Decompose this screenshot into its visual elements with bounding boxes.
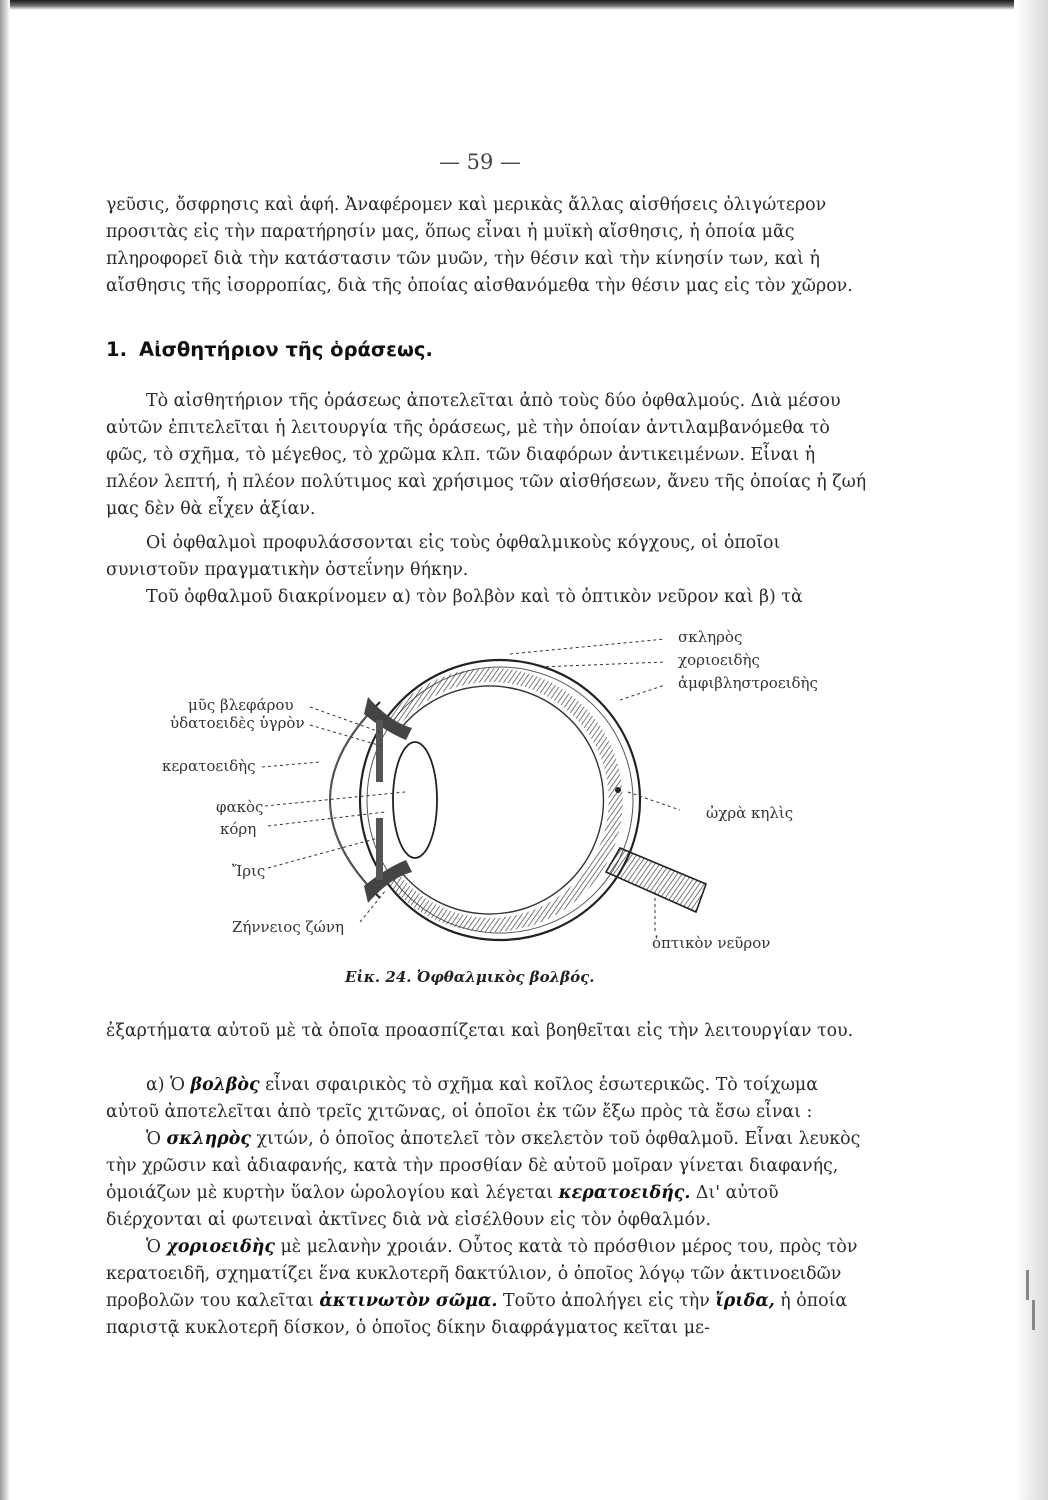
leader-choroid	[540, 662, 665, 667]
iris-top	[376, 720, 383, 782]
label-retina: ἀμφιβληστροειδὴς	[678, 674, 818, 692]
text-run: α) Ὁ	[146, 1075, 191, 1095]
label-aqueous-humor: ὑδατοειδὲς ὑγρὸν	[170, 714, 305, 732]
text-run: μὲ μελανὴν χροιάν. Οὗτος κατὰ τὸ πρόσθιον μέρος του, πρὸς τὸν κερατοειδῆ, σχηματίζει ἕνα κυκλοτερῆ δακτύλιον, ὁ ὁποῖος λόγῳ τῶν ἀκτινοειδῶν προβολῶν του καλεῖται	[106, 1237, 858, 1311]
section-heading	[106, 338, 433, 361]
text-run: χιτών, ὁ ὁποῖος ἀποτελεῖ τὸν σκελετὸν τοῦ ὀφθαλμοῦ. Εἶναι λευκὸς τὴν χρῶσιν καὶ ἀδιαφανής, κατὰ τὴν προσθίαν δὲ αὐτοῦ μοῖραν γίνεται διαφανής, ὁμοιάζων μὲ κυρτὴν ὕαλον ὡρολογίου καὶ λέγεται	[106, 1129, 861, 1203]
text-run: ἡ ὁποία παριστᾷ κυκλοτερῆ δίσκον, ὁ ὁποῖος δίκην διαφράγματος κεῖται με-	[106, 1291, 848, 1338]
paragraph-sclera	[106, 1126, 868, 1234]
label-lens: φακὸς	[216, 798, 264, 816]
paragraph-orbits: Οἱ ὀφθαλμοὶ προφυλάσσονται εἰς τοὺς ὀφθαλμικοὺς κόγχους, οἱ ὁποῖοι συνιστοῦν πραγματικὴν ὀστεΐνην θήκην.	[106, 533, 781, 580]
term-choroid: χοριοειδὴς	[166, 1237, 275, 1257]
text-run: Ὁ	[146, 1237, 167, 1257]
leader-lens	[265, 792, 405, 806]
label-eyelid-muscle: μῦς βλεφάρου	[188, 696, 294, 714]
section-number: 1.	[106, 338, 127, 361]
eye-figure	[150, 622, 870, 992]
page-number: — 59 —	[438, 150, 522, 174]
leader-iris	[268, 838, 378, 868]
leader-cornea	[262, 762, 320, 767]
scan-right-edge	[1014, 0, 1048, 1500]
label-macula: ὠχρὰ κηλὶς	[706, 804, 794, 822]
term-ciliary-body: ἀκτινωτὸν σῶμα.	[319, 1291, 498, 1311]
label-pupil: κόρη	[220, 820, 257, 838]
label-zonule: Ζήννειος ζώνη	[232, 918, 344, 936]
leader-macula	[628, 792, 680, 810]
text-run: Ὁ	[146, 1129, 167, 1149]
scan-mark	[1032, 1300, 1035, 1330]
optic-nerve-shape	[606, 848, 706, 912]
text-run: εἶναι σφαιρικὸς τὸ σχῆμα καὶ κοῖλος ἐσωτερικῶς. Τὸ τοίχωμα αὐτοῦ ἀποτελεῖται ἀπὸ τρεῖς χιτῶνας, οἱ ὁποῖοι ἐκ τῶν ἔξω πρὸς τὰ ἔσω εἶναι :	[106, 1075, 818, 1122]
paragraph-choroid	[106, 1234, 868, 1342]
iris-bottom	[376, 818, 383, 880]
figure-caption: Εἰκ. 24. Ὀφθαλμικὸς βολβός.	[345, 968, 595, 986]
label-choroid: χοριοειδὴς	[678, 651, 760, 669]
term-iris: ἴριδα,	[715, 1291, 775, 1311]
leader-retina	[620, 685, 665, 700]
macula-dot	[615, 787, 621, 793]
lens-shape	[393, 742, 437, 858]
term-cornea: κερατοειδής.	[558, 1183, 691, 1203]
label-sclera: σκληρὸς	[678, 628, 743, 646]
scan-top-edge	[0, 0, 1048, 10]
paragraph-bulb	[106, 1072, 868, 1126]
term-sclera: σκληρὸς	[166, 1129, 251, 1149]
text-run: Δι' αὐτοῦ διέρχονται αἱ φωτειναὶ ἀκτῖνες διὰ νὰ εἰσέλθουν εἰς τὸν ὀφθαλμόν.	[106, 1183, 779, 1230]
leader-sclera	[510, 639, 665, 654]
text-run: Τοῦτο ἀπολήγει εἰς τὴν	[497, 1291, 716, 1311]
term-bulb: βολβὸς	[190, 1075, 260, 1095]
label-cornea: κερατοειδὴς	[162, 757, 256, 775]
scan-mark	[1026, 1270, 1029, 1300]
label-iris: Ἴρις	[232, 862, 266, 880]
paragraph-appendages: ἐξαρτήματα αὐτοῦ μὲ τὰ ὁποῖα προασπίζεται καὶ βοηθεῖται εἰς τὴν λειτουργίαν του.	[106, 1021, 854, 1041]
paragraph-vision: Τὸ αἰσθητήριον τῆς ὁράσεως ἀποτελεῖται ἀπὸ τοὺς δύο ὀφθαλμούς. Διὰ μέσου αὐτῶν ἐπιτελεῖται ἡ λειτουργία τῆς ὁράσεως, μὲ τὴν ὁποίαν ἀντιλαμβανόμεθα τὸ φῶς, τὸ σχῆμα, τὸ μέγεθος, τὸ χρῶμα κλπ. τῶν διαφόρων ἀντικειμένων. Εἶναι ἡ πλέον λεπτή, ἡ πλέον πολύτιμος καὶ χρήσιμος τῶν αἰσθήσεων, ἄνευ τῆς ὁποίας ἡ ζωή μας δὲν θὰ εἶχεν ἀξίαν.	[106, 391, 867, 519]
scan-left-edge	[0, 0, 10, 1500]
paragraph-senses: γεῦσις, ὄσφρησις καὶ ἁφή. Ἀναφέρομεν καὶ μερικὰς ἄλλας αἰσθήσεις ὀλιγώτερον προσιτὰς εἰς τὴν παρατήρησίν μας, ὅπως εἶναι ἡ μυϊκὴ αἴσθησις, ἡ ὁποία μᾶς πληροφορεῖ διὰ τὴν κατάστασιν τῶν μυῶν, τὴν θέσιν καὶ τὴν κίνησίν των, καὶ ἡ αἴσθησις τῆς ἰσορροπίας, διὰ τῆς ὁποίας αἰσθανόμεθα τὴν θέσιν μας εἰς τὸν χῶρον.	[106, 195, 853, 296]
label-optic-nerve: ὀπτικὸν νεῦρον	[652, 934, 771, 952]
section-title: Αἰσθητήριον τῆς ὁράσεως.	[138, 338, 433, 361]
paragraph-eye-parts: Τοῦ ὀφθαλμοῦ διακρίνομεν α) τὸν βολβὸν καὶ τὸ ὀπτικὸν νεῦρον καὶ β) τὰ	[146, 587, 803, 607]
